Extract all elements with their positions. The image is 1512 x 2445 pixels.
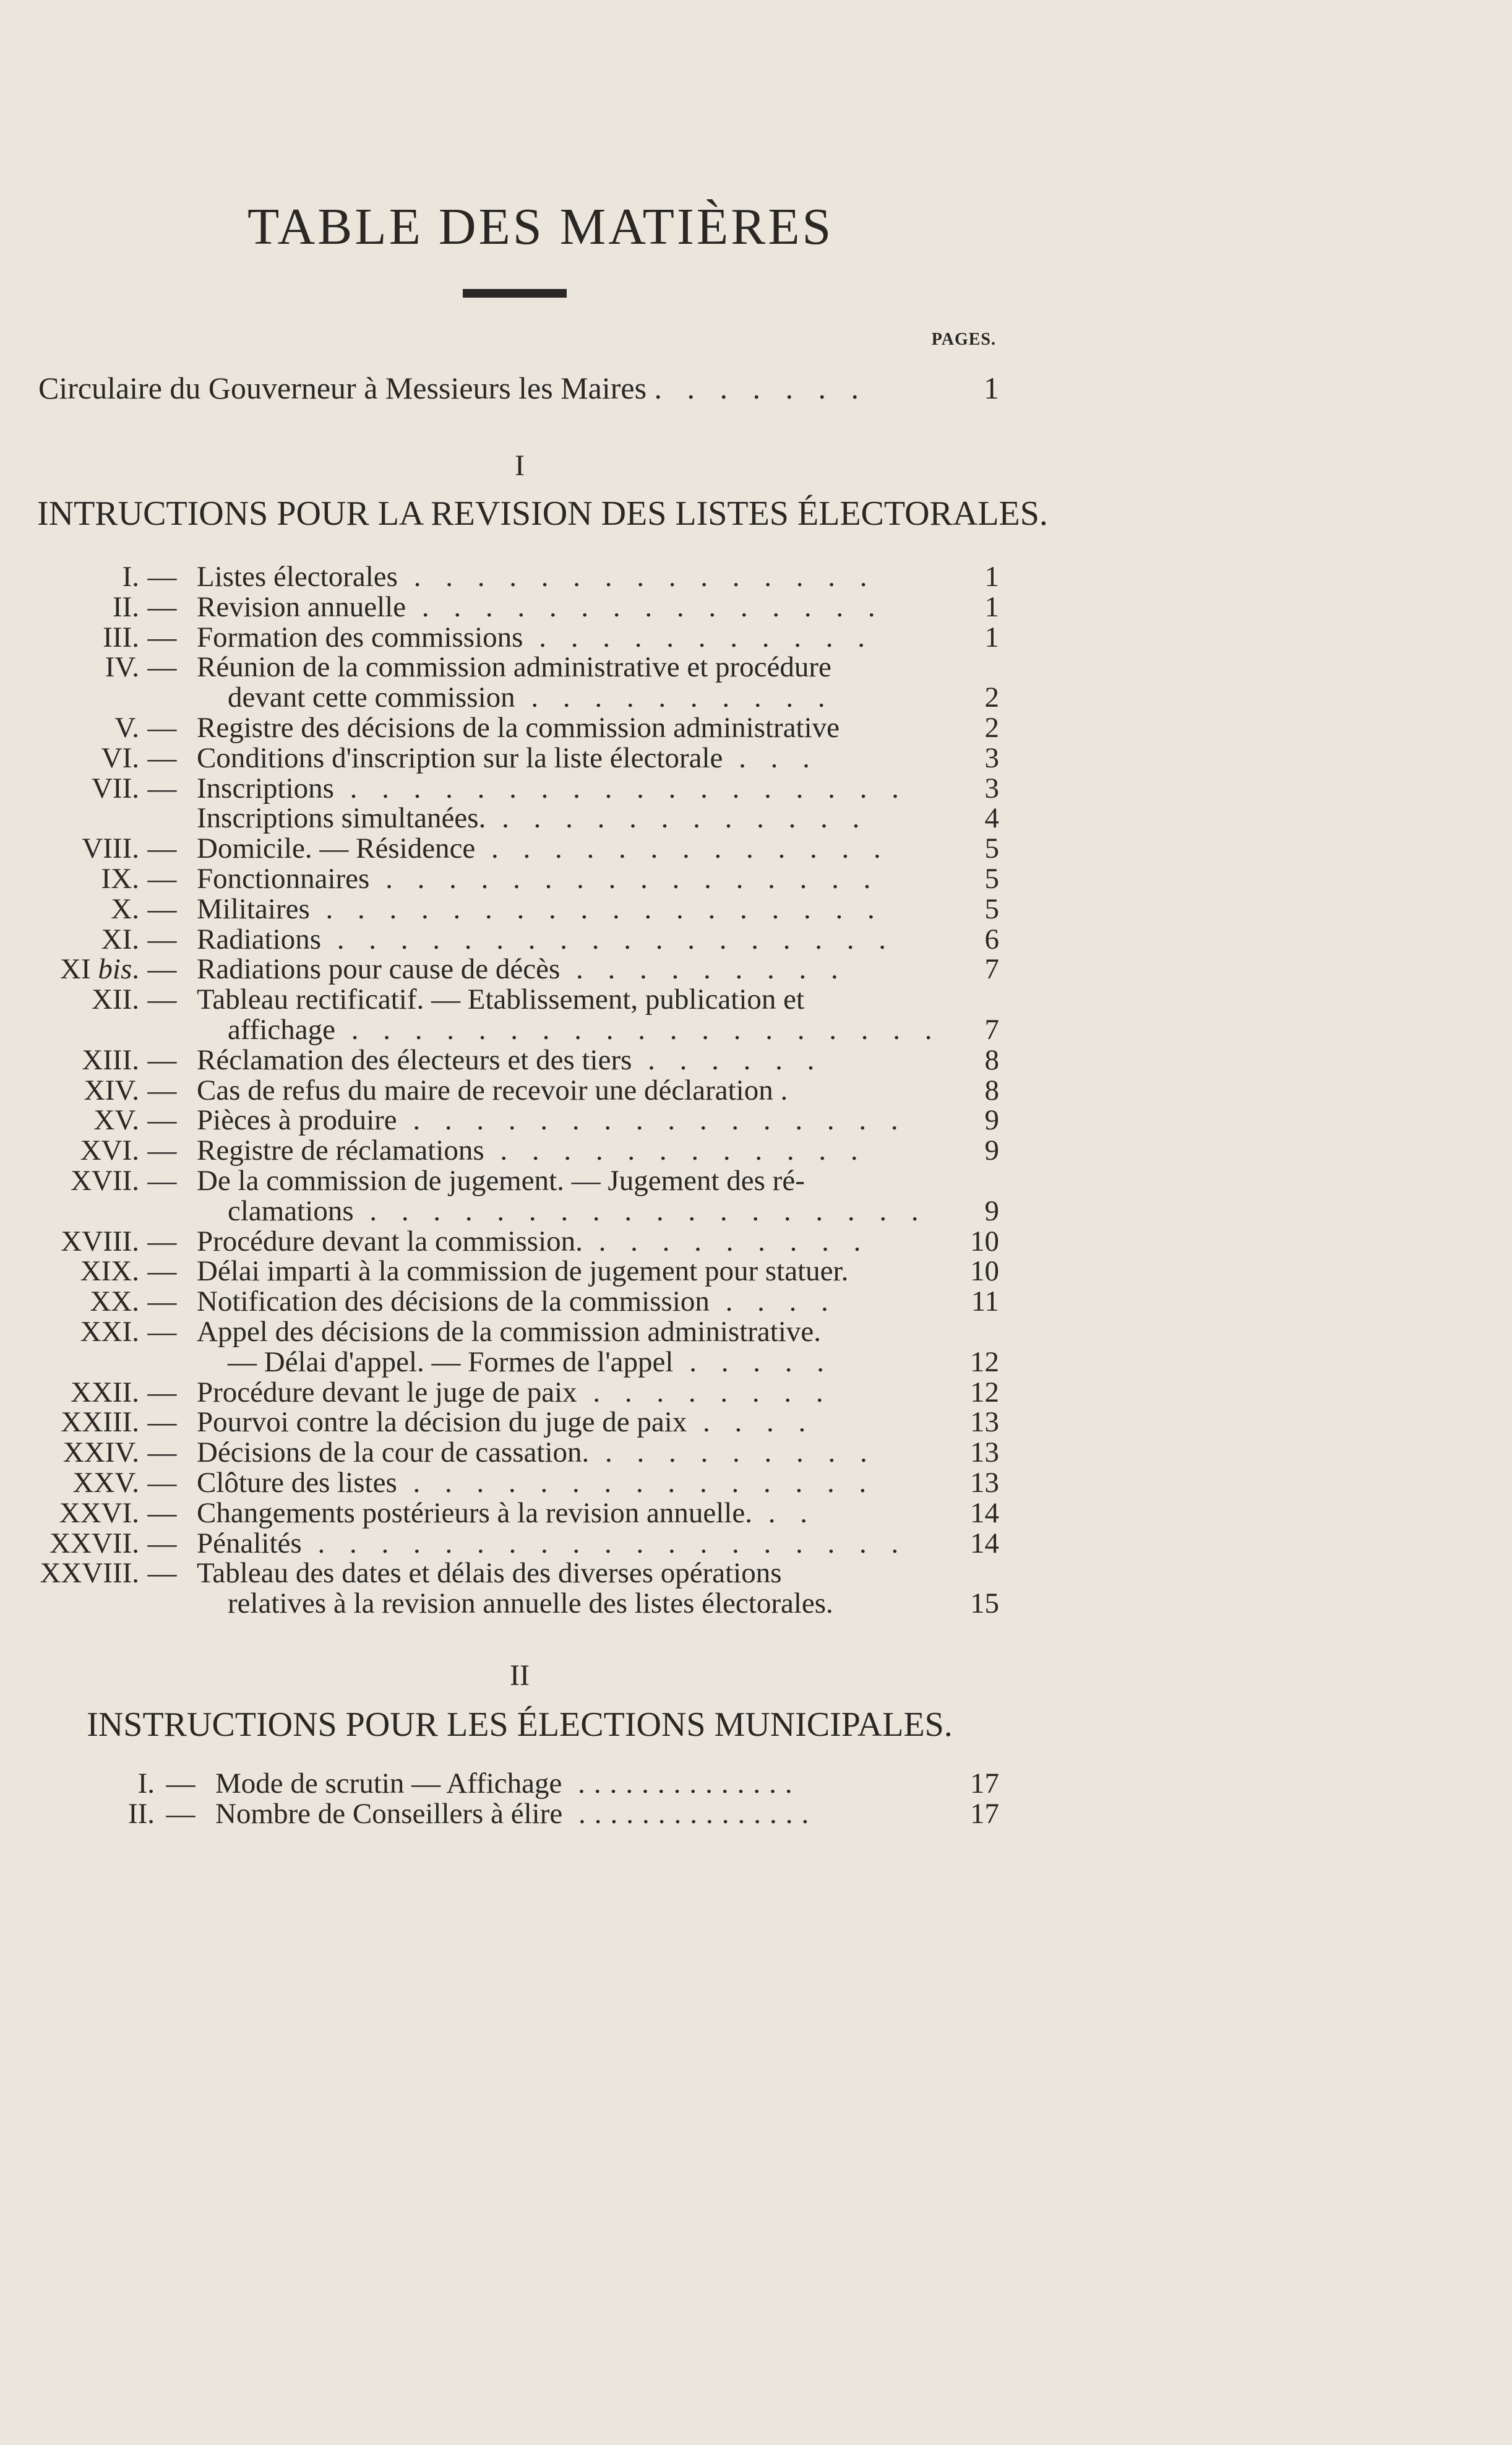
- entry-page: 1: [984, 621, 999, 653]
- entry-title: Notification des décisions de la commission: [197, 1285, 710, 1318]
- entry-text: [228, 1013, 940, 1046]
- intro-page: 1: [984, 371, 999, 405]
- entry-dots: . . . . . . . . . . .: [523, 621, 874, 653]
- entry-page: 10: [970, 1225, 999, 1257]
- entry-page: 2: [984, 712, 999, 744]
- entry-title: Revision annuelle: [197, 590, 406, 623]
- entry-dots: ...............: [562, 1798, 818, 1830]
- entry-title: Pourvoi contre la décision du juge de paix: [197, 1406, 687, 1439]
- entry-text: [197, 650, 831, 684]
- entry-dash: —: [147, 1316, 177, 1348]
- entry-page: 9: [984, 1134, 999, 1167]
- entry-title: Conditions d'inscription sur la liste électorale: [197, 741, 723, 774]
- entry-title: Formation des commissions: [197, 621, 523, 653]
- entry-title: Procédure devant la commission.: [197, 1225, 583, 1257]
- entry-dash: —: [147, 1225, 177, 1257]
- entry-title: Pièces à produire: [197, 1104, 397, 1137]
- entry-dots: . . . . . . . . . . . . . . . . . . .: [301, 1527, 908, 1559]
- entry-dash: —: [147, 1436, 177, 1469]
- entry-dash: —: [166, 1767, 195, 1800]
- entry-dots: . . . . . . . . . . . . . . . .: [369, 863, 880, 895]
- entry-text: [197, 590, 884, 624]
- entry-number: XI.: [101, 923, 139, 955]
- entry-title: Tableau rectificatif. — Etablissement, publication et: [197, 983, 805, 1016]
- entry-number: XXVI.: [59, 1496, 139, 1529]
- entry-text: [197, 1074, 788, 1107]
- entry-title: Nombre de Conseillers à élire: [215, 1798, 563, 1830]
- entry-text: [197, 1103, 907, 1137]
- entry-number: IV.: [105, 651, 139, 684]
- entry-text: [215, 1797, 817, 1831]
- entry-dash: —: [147, 590, 177, 623]
- entry-title: Radiations: [197, 923, 322, 955]
- entry-text: [215, 1767, 801, 1800]
- entry-text: [197, 862, 879, 895]
- entry-dots: . . .: [723, 741, 818, 774]
- entry-page: 7: [984, 953, 999, 986]
- entry-dash: —: [147, 1467, 177, 1499]
- entry-dots: . . . .: [687, 1406, 815, 1439]
- entry-text: [197, 711, 840, 744]
- entry-dots: . . . . . . . . . . . . . . . . . .: [321, 923, 895, 955]
- entry-text: [197, 621, 874, 654]
- entry-title: Inscriptions: [197, 772, 334, 804]
- entry-number: V.: [114, 712, 139, 744]
- entry-dots: . . . . . . . . . .: [515, 681, 834, 714]
- entry-page: 14: [970, 1496, 999, 1529]
- entry-page: 13: [970, 1436, 999, 1469]
- entry-title: De la commission de jugement. — Jugement des ré-: [197, 1165, 805, 1197]
- entry-text: [197, 1405, 814, 1439]
- entry-dots: . . . . . . . . . . . . . . .: [406, 590, 884, 623]
- entry-page: 11: [971, 1285, 999, 1318]
- entry-text: [228, 1345, 833, 1379]
- entry-number: XXVIII.: [40, 1557, 139, 1590]
- entry-dash: —: [147, 1134, 177, 1167]
- entry-text: [197, 1496, 816, 1530]
- entry-dash: —: [147, 1527, 177, 1559]
- entry-dots: . . . . . . . . . . . . . . . . . . .: [335, 1014, 941, 1046]
- entry-text: [197, 1164, 805, 1197]
- entry-number: II.: [127, 1798, 155, 1830]
- section-2-number: II: [510, 1659, 530, 1692]
- entry-text: [228, 1587, 833, 1620]
- entry-dash: —: [147, 621, 177, 653]
- entry-text: [228, 681, 834, 714]
- entry-number: XXV.: [72, 1467, 139, 1499]
- entry-text: [197, 1043, 823, 1077]
- entry-dash: —: [147, 1074, 177, 1106]
- section-1-number: I: [515, 449, 525, 482]
- entry-dots: . . . . . . . . . . . . .: [475, 832, 890, 865]
- entry-dash: —: [147, 772, 177, 804]
- entry-page: 7: [984, 1014, 999, 1046]
- entry-title: Réclamation des électeurs et des tiers: [197, 1043, 632, 1076]
- entry-text: [197, 1527, 907, 1560]
- entry-title: affichage: [228, 1014, 335, 1046]
- entry-text: [197, 1134, 867, 1167]
- entry-page: 9: [984, 1104, 999, 1137]
- entry-text: [197, 892, 883, 926]
- entry-page: 13: [970, 1406, 999, 1439]
- entry-number: XI bis.: [60, 953, 139, 986]
- entry-dash: —: [147, 741, 177, 774]
- entry-dash: —: [147, 953, 177, 986]
- entry-title: Appel des décisions de la commission administrative.: [197, 1316, 822, 1348]
- entry-dots: . . . . . . . . . . . .: [484, 1134, 867, 1167]
- entry-dash: —: [147, 561, 177, 593]
- section-2-title: INSTRUCTIONS POUR LES ÉLECTIONS MUNICIPALES.: [87, 1705, 953, 1744]
- entry-dash: —: [147, 1496, 177, 1529]
- entry-dash: —: [166, 1798, 195, 1830]
- entry-number: XXI.: [80, 1316, 139, 1348]
- entry-dots: . . . . . . . . .: [560, 953, 847, 986]
- entry-title: Délai imparti à la commission de jugement pour statuer.: [197, 1255, 849, 1288]
- entry-text: [197, 983, 804, 1016]
- section-1-title: INTRUCTIONS POUR LA REVISION DES LISTES ÉLECTORALES.: [37, 494, 1048, 533]
- entry-page: 3: [984, 772, 999, 804]
- entry-text: [197, 1556, 782, 1590]
- entry-text: [197, 1285, 837, 1318]
- entry-text: [228, 1194, 927, 1228]
- entry-text: [197, 741, 818, 775]
- entry-dots: . . . . . . . . . . . . . . . . . .: [309, 892, 883, 925]
- intro-text: Circulaire du Gouverneur à Messieurs les Maires: [38, 371, 647, 405]
- entry-page: 12: [970, 1376, 999, 1408]
- entry-number: VII.: [92, 772, 139, 804]
- entry-number: XXIII.: [61, 1406, 139, 1439]
- entry-number: XIX.: [80, 1255, 139, 1288]
- entry-number: IX.: [101, 863, 139, 895]
- entry-number: XXVII.: [49, 1527, 139, 1559]
- entry-dash: —: [147, 863, 177, 895]
- entry-page: 13: [970, 1467, 999, 1499]
- entry-title: clamations: [228, 1194, 354, 1227]
- entry-number: I.: [122, 561, 139, 593]
- entry-dots: . . . .: [709, 1285, 837, 1318]
- entry-title: Inscriptions simultanées.: [197, 802, 486, 835]
- entry-number: VI.: [101, 741, 139, 774]
- entry-dots: . . . . . . . . . . . . . . . .: [397, 1104, 907, 1137]
- intro-dots: . . . . . . .: [654, 371, 868, 405]
- entry-page: 5: [984, 863, 999, 895]
- entry-number: XVIII.: [61, 1225, 139, 1257]
- entry-page: 6: [984, 923, 999, 955]
- entry-page: 8: [984, 1074, 999, 1106]
- entry-title: — Délai d'appel. — Formes de l'appel: [228, 1345, 674, 1378]
- entry-dots: . . . . . . . . . . . . . . .: [397, 561, 876, 593]
- entry-page: 10: [970, 1255, 999, 1288]
- entry-page: 5: [984, 892, 999, 925]
- entry-title: Pénalités: [197, 1527, 302, 1559]
- entry-text: [197, 952, 847, 986]
- entry-title: relatives à la revision annuelle des listes électorales.: [228, 1587, 833, 1620]
- entry-dash: —: [147, 1285, 177, 1318]
- page-title: TABLE DES MATIÈRES: [247, 198, 834, 256]
- entry-page: 15: [970, 1587, 999, 1620]
- entry-title: Cas de refus du maire de recevoir une déclaration .: [197, 1074, 788, 1106]
- entry-title: Mode de scrutin — Affichage: [215, 1767, 562, 1800]
- entry-page: 14: [970, 1527, 999, 1559]
- entry-page: 3: [984, 741, 999, 774]
- entry-dash: —: [147, 1376, 177, 1408]
- entry-number: I.: [137, 1767, 155, 1800]
- entry-text: [197, 560, 875, 593]
- entry-text: [197, 923, 895, 956]
- entry-dash: —: [147, 1557, 177, 1590]
- entry-dash: —: [147, 712, 177, 744]
- entry-dash: —: [147, 892, 177, 925]
- entry-number: III.: [103, 621, 139, 653]
- entry-dots: . . . . . .: [632, 1043, 823, 1076]
- entry-title: Radiations pour cause de décès: [197, 953, 561, 986]
- entry-title: Décisions de la cour de cassation.: [197, 1436, 590, 1469]
- entry-number: XIV.: [84, 1074, 139, 1106]
- entry-text: [197, 1315, 821, 1348]
- entry-number: XII.: [92, 983, 139, 1016]
- entry-text: [197, 832, 890, 865]
- intro-entry: [38, 370, 867, 406]
- entry-dash: —: [147, 1165, 177, 1197]
- entry-title: Fonctionnaires: [197, 863, 370, 895]
- entry-number: XVII.: [71, 1165, 139, 1197]
- entry-number: II.: [112, 590, 139, 623]
- entry-page: 4: [984, 802, 999, 835]
- entry-text: [197, 801, 868, 835]
- entry-title: Domicile. — Résidence: [197, 832, 476, 865]
- entry-page: 17: [970, 1767, 999, 1800]
- entry-number: VIII.: [82, 832, 139, 865]
- entry-dots: . . . . . . . . . . . . . . .: [397, 1467, 875, 1499]
- entry-dash: —: [147, 1406, 177, 1439]
- entry-dash: —: [147, 1104, 177, 1137]
- entry-text: [197, 1254, 848, 1288]
- entry-page: 17: [970, 1798, 999, 1830]
- entry-text: [197, 1436, 876, 1469]
- entry-page: 9: [984, 1194, 999, 1227]
- entry-number: XV.: [93, 1104, 139, 1137]
- entry-number: XXII.: [71, 1376, 139, 1408]
- entry-text: [197, 1376, 832, 1409]
- entry-dots: . . . . . . . . .: [589, 1436, 876, 1469]
- entry-dots: ..............: [562, 1767, 801, 1800]
- entry-dots: . . . . .: [673, 1345, 833, 1378]
- entry-text: [197, 1225, 869, 1258]
- entry-dots: . . . . . . . . . . . . . . . . . .: [353, 1194, 927, 1227]
- entry-title: Registre des décisions de la commission administrative: [197, 712, 840, 744]
- entry-page: 5: [984, 832, 999, 865]
- entry-dash: —: [147, 983, 177, 1016]
- entry-dots: . . . . . . . . .: [582, 1225, 870, 1257]
- entry-dots: . . . . . . . . . . . . . . . . . .: [333, 772, 908, 804]
- entry-dash: —: [147, 1043, 177, 1076]
- entry-page: 1: [984, 590, 999, 623]
- entry-text: [197, 1466, 875, 1499]
- entry-title: Changements postérieurs à la revision annuelle.: [197, 1496, 752, 1529]
- entry-number: XIII.: [82, 1043, 139, 1076]
- title-rule: [463, 289, 567, 298]
- entry-number: XXIV.: [62, 1436, 139, 1469]
- entry-dots: . . . . . . . . . . . .: [486, 802, 869, 835]
- entry-page: 2: [984, 681, 999, 714]
- entry-number: XX.: [90, 1285, 139, 1318]
- entry-page: 1: [984, 561, 999, 593]
- entry-title: Procédure devant le juge de paix: [197, 1376, 577, 1408]
- entry-number: XVI.: [80, 1134, 139, 1167]
- entry-dash: —: [147, 832, 177, 865]
- entry-dots: . .: [752, 1496, 816, 1529]
- entry-title: Réunion de la commission administrative et procédure: [197, 651, 831, 684]
- entry-title: Tableau des dates et délais des diverses opérations: [197, 1557, 782, 1590]
- entry-page: 8: [984, 1043, 999, 1076]
- entry-title: Clôture des listes: [197, 1467, 397, 1499]
- entry-title: Registre de réclamations: [197, 1134, 484, 1167]
- entry-page: 12: [970, 1345, 999, 1378]
- entry-title: devant cette commission: [228, 681, 515, 714]
- entry-title: Militaires: [197, 892, 310, 925]
- entry-dash: —: [147, 651, 177, 684]
- entry-number: X.: [111, 892, 139, 925]
- entry-dash: —: [147, 923, 177, 955]
- entry-title: Listes électorales: [197, 561, 398, 593]
- pages-column-label: PAGES.: [931, 330, 996, 349]
- entry-dash: —: [147, 1255, 177, 1288]
- entry-text: [197, 772, 908, 805]
- entry-dots: . . . . . . . .: [577, 1376, 832, 1408]
